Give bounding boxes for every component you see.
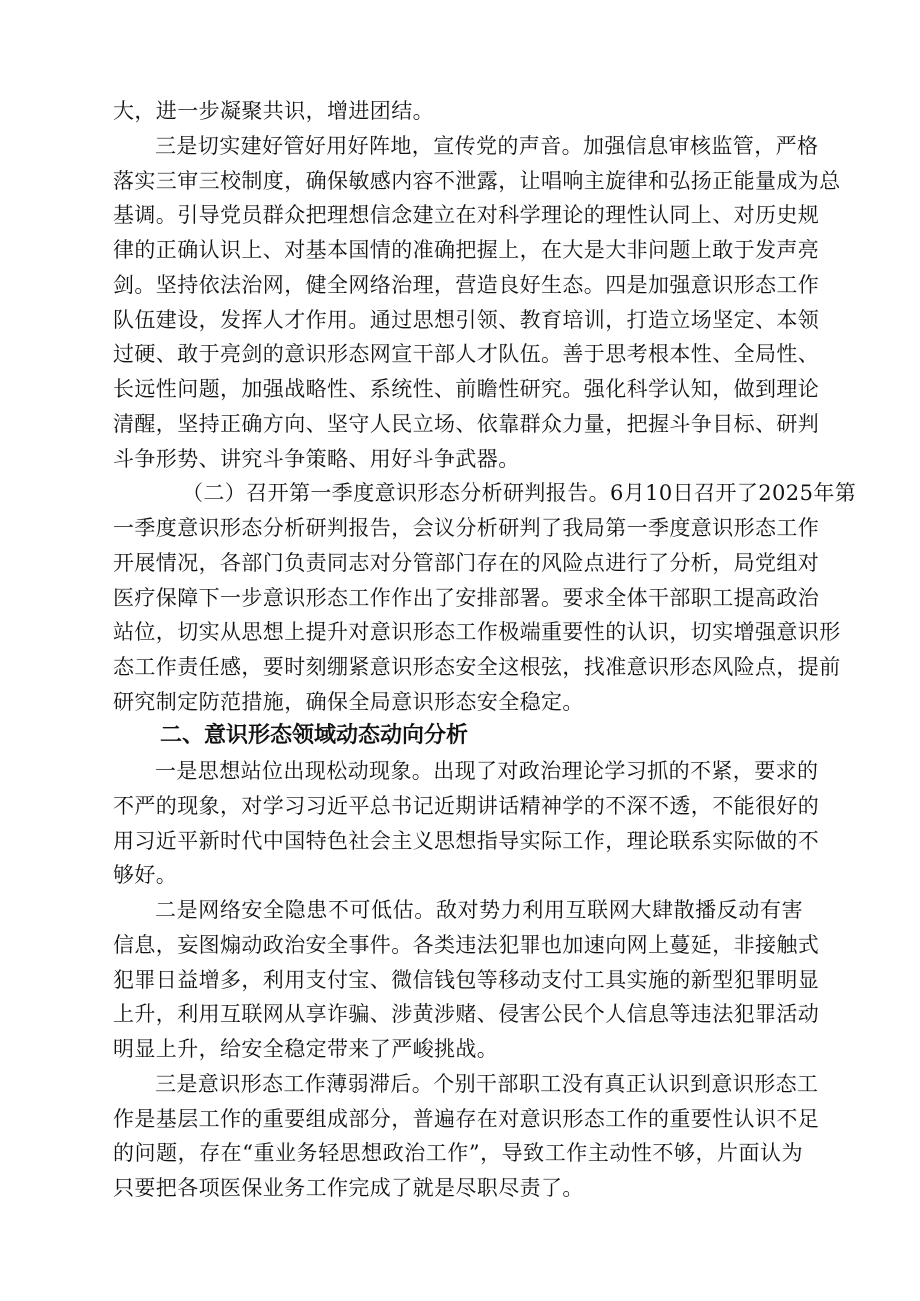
paragraph-line: 不严的现象，对学习习近平总书记近期讲话精神学的不深不透，不能很好的 — [113, 794, 820, 818]
paragraph-line: 医疗保障下一步意识形态工作作出了安排部署。要求全体干部职工提高政治 — [113, 586, 820, 610]
paragraph-line: 开展情况，各部门负责同志对分管部门存在的风险点进行了分析，局党组对 — [113, 551, 820, 575]
paragraph-line: 过硬、敢于亮剑的意识形态网宣干部人才队伍。善于思考根本性、全局性、 — [113, 342, 820, 366]
paragraph-line: 清醒，坚持正确方向、坚守人民立场、依靠群众力量，把握斗争目标、研判 — [113, 412, 820, 436]
paragraph-line: 只要把各项医保业务工作完成了就是尽职尽责了。 — [113, 1176, 584, 1200]
paragraph-line: 三是切实建好管好用好阵地，宣传党的声音。加强信息审核监管，严格 — [155, 134, 819, 158]
paragraph-line: 大，进一步凝聚共识，增进团结。 — [113, 99, 434, 123]
paragraph-line: 一是思想站位出现松动现象。出现了对政治理论学习抓的不紧，要求的 — [155, 759, 819, 783]
paragraph-line: 长远性问题，加强战略性、系统性、前瞻性研究。强化科学认知，做到理论 — [113, 377, 820, 401]
paragraph-line: 态工作责任感，要时刻绷紧意识形态安全这根弦，找准意识形态风险点，提前 — [113, 655, 841, 679]
paragraph-line: 明显上升，给安全稳定带来了严峻挑战。 — [113, 1037, 499, 1061]
paragraph-line: （二）召开第一季度意识形态分析研判报告。6月10日召开了2025年第 — [182, 481, 857, 505]
paragraph-line: 的问题，存在“重业务轻思想政治工作”，导致工作主动性不够，片面认为 — [113, 1141, 803, 1165]
paragraph-line: 信息，妄图煽动政治安全事件。各类违法犯罪也加速向网上蔓延，非接触式 — [113, 933, 820, 957]
paragraph-line: 研究制定防范措施，确保全局意识形态安全稳定。 — [113, 690, 584, 714]
paragraph-line: 三是意识形态工作薄弱滞后。个别干部职工没有真正认识到意识形态工 — [155, 1072, 819, 1096]
paragraph-line: 一季度意识形态分析研判报告，会议分析研判了我局第一季度意识形态工作 — [113, 516, 820, 540]
paragraph-line: 够好。 — [113, 863, 178, 887]
paragraph-line: 基调。引导党员群众把理想信念建立在对科学理论的理性认同上、对历史规 — [113, 203, 820, 227]
paragraph-line: 落实三审三校制度，确保敏感内容不泄露，让唱响主旋律和弘扬正能量成为总 — [113, 169, 841, 193]
paragraph-line: 剑。坚持依法治网，健全网络治理，营造良好生态。四是加强意识形态工作 — [113, 273, 820, 297]
paragraph-line: 队伍建设，发挥人才作用。通过思想引领、教育培训，打造立场坚定、本领 — [113, 308, 820, 332]
paragraph-line: 斗争形势、讲究斗争策略、用好斗争武器。 — [113, 447, 520, 471]
paragraph-line: 犯罪日益增多，利用支付宝、微信钱包等移动支付工具实施的新型犯罪明显 — [113, 968, 820, 992]
paragraph-line: 二是网络安全隐患不可低估。敌对势力利用互联网大肆散播反动有害 — [155, 898, 803, 922]
section-heading: 二、意识形态领域动态动向分析 — [160, 723, 469, 748]
paragraph-line: 作是基层工作的重要组成部分，普遍存在对意识形态工作的重要性认识不足 — [113, 1107, 820, 1131]
paragraph-line: 上升，利用互联网从享诈骗、涉黄涉赌、侵害公民个人信息等违法犯罪活动 — [113, 1002, 820, 1026]
paragraph-line: 律的正确认识上、对基本国情的准确把握上，在大是大非问题上敢于发声亮 — [113, 238, 820, 262]
paragraph-line: 站位，切实从思想上提升对意识形态工作极端重要性的认识，切实增强意识形 — [113, 620, 841, 644]
paragraph-line: 用习近平新时代中国特色社会主义思想指导实际工作，理论联系实际做的不 — [113, 829, 820, 853]
